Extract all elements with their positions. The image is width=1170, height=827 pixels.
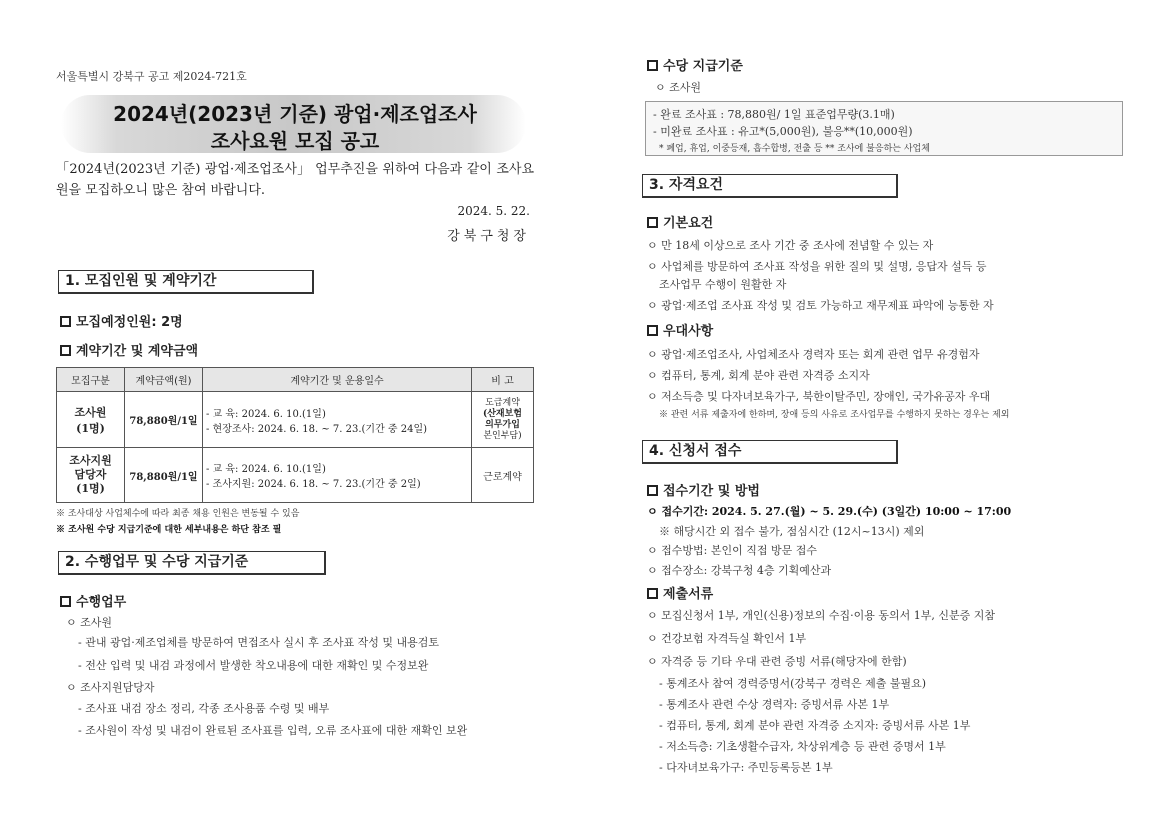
notice-number: 서울특별시 강북구 공고 제2024-721호 [56, 70, 247, 83]
period-line: - 조사지원: 2024. 6. 18. ~ 7. 23.(기간 중 2일) [206, 479, 421, 490]
table-header: 모집구분 [57, 368, 125, 392]
note-line: 본인부담) [483, 430, 522, 441]
table-note-2: ※ 조사원 수당 지급기준에 대한 세부내용은 하단 참조 필 [56, 525, 282, 535]
subsection-label: 우대사항 [663, 324, 714, 339]
section-3-title: 3. 자격요건 [642, 174, 898, 198]
receipt-method: ㅇ 접수방법: 본인이 직접 방문 접수 [647, 544, 817, 557]
checkbox-square-icon [647, 485, 658, 496]
subsection-label: 모집예정인원: 2명 [76, 315, 183, 330]
subsection-preference [647, 320, 713, 339]
table-note-1: ※ 조사대상 사업체수에 따라 최종 채용 인원은 변동될 수 있음 [56, 509, 300, 519]
pay-line: - 완료 조사표 : 78,880원/ 1일 표준업무량(3.1매) [653, 108, 895, 121]
pay-line: - 미완료 조사표 : 유고*(5,000원), 불응**(10,000원) [653, 125, 913, 138]
checkbox-square-icon [647, 217, 658, 228]
subsection-duties [60, 591, 126, 610]
table-header: 계약기간 및 운용일수 [203, 368, 472, 392]
section-4-title: 4. 신청서 접수 [642, 440, 898, 464]
table-header-row [57, 368, 534, 392]
subsection-label: 접수기간 및 방법 [663, 484, 760, 499]
subsection-pay [647, 55, 743, 74]
table-cell: 조사지원 담당자 (1명) [57, 448, 125, 503]
list-item: 조사업무 수행이 원활한 자 [659, 278, 787, 291]
period-line: - 교 육: 2024. 6. 10.(1일) [206, 464, 326, 475]
subsection-label: 수행업무 [76, 595, 127, 610]
period-line: - 교 육: 2024. 6. 10.(1일) [206, 408, 326, 420]
note-line: 도급계약 [485, 397, 520, 408]
list-item: ㅇ 건강보험 자격득실 확인서 1부 [647, 632, 807, 645]
period-note: ※ 해당시간 외 접수 불가, 점심시간 (12시~13시) 제외 [659, 525, 925, 538]
subsection-label: 수당 지급기준 [663, 59, 743, 74]
list-item: - 관내 광업·제조업체를 방문하여 면접조사 실시 후 조사표 작성 및 내용검토 [78, 636, 439, 649]
table-header: 비 고 [472, 368, 534, 392]
role-heading: ㅇ 조사지원담당자 [66, 681, 155, 694]
intro-text: 「2024년(2023년 기준) 광업·제조업조사」 업무추진을 위하여 다음과 같이 조사요원을 모집하오니 많은 참여 바랍니다. [56, 162, 534, 198]
table-cell: 근로계약 [472, 448, 534, 503]
table-cell: 조사원 (1명) [57, 392, 125, 448]
list-item: ㅇ 만 18세 이상으로 조사 기간 중 조사에 전념할 수 있는 자 [647, 239, 934, 252]
list-item: - 통계조사 참여 경력증명서(강북구 경력은 제출 불필요) [659, 677, 927, 690]
notice-date: 2024. 5. 22. [457, 204, 530, 218]
note-line: 의무가입 [485, 419, 520, 430]
list-item: - 다자녀보육가구: 주민등록등본 1부 [659, 761, 833, 774]
list-item: - 전산 입력 및 내검 과정에서 발생한 착오내용에 대한 재확인 및 수정보완 [78, 659, 429, 672]
receipt-period: ㅇ 접수기간: 2024. 5. 27.(월) ~ 5. 29.(수) (3일간) 10:00 ~ 17:00 [647, 505, 1012, 518]
list-item: - 통계조사 관련 수상 경력자: 증빙서류 사본 1부 [659, 698, 890, 711]
checkbox-square-icon [647, 60, 658, 71]
section-2-title: 2. 수행업무 및 수당 지급기준 [58, 551, 326, 575]
list-item: - 조사원이 작성 및 내검이 완료된 조사표를 입력, 오류 조사표에 대한 재확인 보완 [78, 724, 468, 737]
subsection-label: 계약기간 및 계약금액 [76, 344, 199, 359]
issuer: 강북구청장 [447, 229, 530, 244]
pay-note: * 폐업, 휴업, 이중등재, 흡수합병, 전출 등 ** 조사에 불응하는 사업체 [659, 144, 930, 154]
contract-table [56, 367, 534, 503]
subsection-period [647, 480, 760, 499]
role-heading: ㅇ 조사원 [66, 616, 113, 629]
table-cell: 78,880원/1일 [125, 448, 203, 503]
subsection-basic [647, 212, 713, 231]
section-1-title: 1. 모집인원 및 계약기간 [58, 270, 314, 294]
checkbox-square-icon [647, 588, 658, 599]
checkbox-square-icon [60, 596, 71, 607]
page-title-line1: 2024년(2023년 기준) 광업·제조업조사 [113, 102, 477, 126]
checkbox-square-icon [647, 325, 658, 336]
period-line: - 현장조사: 2024. 6. 18. ~ 7. 23.(기간 중 24일) [206, 423, 428, 435]
pref-note: ※ 관련 서류 제출자에 한하며, 장애 등의 사유로 조사업무를 수행하지 못하는 경우는 제외 [659, 410, 1010, 420]
table-row [57, 392, 534, 448]
list-item: - 저소득층: 기초생활수급자, 차상위계층 등 관련 증명서 1부 [659, 740, 946, 753]
subsection-label: 제출서류 [663, 587, 714, 602]
list-item: ㅇ 사업체를 방문하여 조사표 작성을 위한 질의 및 설명, 응답자 설득 등 [647, 260, 987, 273]
table-row [57, 448, 534, 503]
table-cell [203, 392, 472, 448]
list-item: ㅇ 광업·제조업조사, 사업체조사 경력자 또는 회계 관련 업무 유경험자 [647, 348, 980, 361]
table-cell [203, 448, 472, 503]
list-item: ㅇ 저소득층 및 다자녀보육가구, 북한이탈주민, 장애인, 국가유공자 우대 [647, 390, 991, 403]
list-item: ㅇ 컴퓨터, 통계, 회계 분야 관련 자격증 소지자 [647, 369, 870, 382]
list-item: ㅇ 자격증 등 기타 우대 관련 증빙 서류(해당자에 한함) [647, 655, 907, 668]
table-cell [472, 392, 534, 448]
list-item: ㅇ 모집신청서 1부, 개인(신용)정보의 수집·이용 동의서 1부, 신분증 지참 [647, 609, 995, 622]
subsection-recruit-count [60, 311, 183, 330]
receipt-place: ㅇ 접수장소: 강북구청 4층 기획예산과 [647, 564, 832, 577]
checkbox-square-icon [60, 345, 71, 356]
role-heading: ㅇ 조사원 [655, 81, 702, 94]
table-header: 계약금액(원) [125, 368, 203, 392]
subsection-documents [647, 583, 713, 602]
list-item: ㅇ 광업·제조업 조사표 작성 및 검토 가능하고 재무제표 파악에 능통한 자 [647, 299, 994, 312]
list-item: - 조사표 내검 장소 정리, 각종 조사용품 수령 및 배부 [78, 702, 330, 715]
checkbox-square-icon [60, 316, 71, 327]
list-item: - 컴퓨터, 통계, 회계 분야 관련 자격증 소지자: 증빙서류 사본 1부 [659, 719, 971, 732]
subsection-label: 기본요건 [663, 216, 714, 231]
note-line: (산재보험 [482, 408, 523, 419]
page-title-line2: 조사요원 모집 공고 [210, 129, 380, 153]
subsection-contract [60, 340, 198, 359]
table-cell: 78,880원/1일 [125, 392, 203, 448]
